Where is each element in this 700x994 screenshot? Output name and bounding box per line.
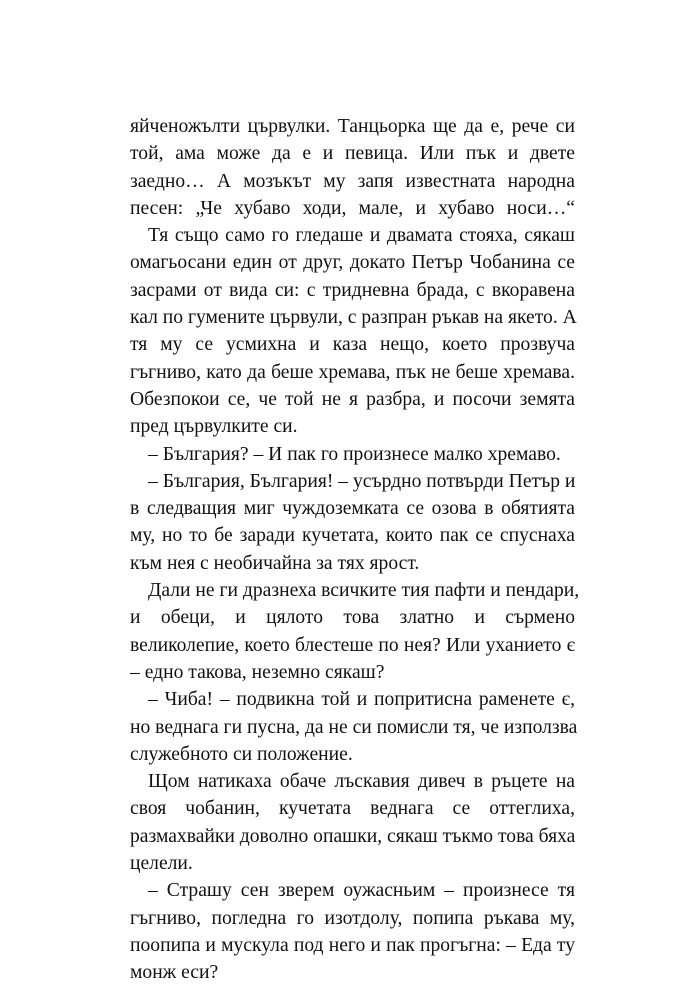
text-line: – България, България! – усърдно потвърди Петър и	[148, 470, 576, 492]
text-line: целели.	[130, 853, 193, 875]
text-line: гъгниво, погледна го изотдолу, попипа ръкава му,	[130, 907, 575, 929]
text-line: в следващия миг чуждоземката се озова в обятията	[130, 498, 575, 520]
text-line: той, ама може да е и певица. Или пък и двете	[130, 143, 575, 165]
text-line: своя чобанин, кучетата веднага се оттеглиха,	[130, 798, 575, 820]
text-line: пред цървулките си.	[130, 416, 298, 438]
text-line: му, но то бе заради кучетата, които пак се спуснаха	[130, 525, 575, 547]
text-line: но веднага ги пусна, да не си помисли тя, че използва	[130, 716, 578, 738]
text-line: поопипа и мускула под него и пак прогъгна: – Еда ту	[130, 934, 575, 956]
text-line: монж еси?	[130, 962, 219, 984]
text-line: великолепие, което блестеше по нея? Или уханието є	[130, 634, 575, 656]
text-line: и обеци, и цялото това златно и сърмено	[130, 607, 575, 629]
text-line: Дали не ги дразнеха всичките тия пафти и пендари,	[148, 580, 580, 602]
text-line: – Чиба! – подвикна той и попритисна раменете є,	[148, 689, 575, 711]
text-line: Тя също само го гледаше и двамата стояха, сякаш	[148, 225, 575, 247]
text-line: служебното си положение.	[130, 743, 353, 765]
text-line: омагьосани един от друг, докато Петър Чобанина се	[130, 252, 575, 274]
text-line: засрами от вида си: с тридневна брада, с вкоравена	[130, 279, 575, 301]
text-line: към нея с необичайна за тях ярост.	[130, 552, 420, 574]
text-line: песен: „Че хубаво ходи, мале, и хубаво носи…“	[130, 197, 575, 219]
text-line: – Страшу сен зверем оужасньим – произнесе тя	[148, 880, 575, 902]
text-line: яйченожълти цървулки. Танцьорка ще да е, рече си	[130, 116, 575, 137]
text-line: гъгниво, като да беше хремава, пък не беше хремава.	[130, 361, 575, 383]
text-line: размахвайки доволно опашки, сякаш тъкмо това бяха	[130, 825, 576, 847]
text-line: Щом натикаха обаче лъскавия дивеч в ръцете на	[148, 771, 575, 793]
body-text	[130, 113, 580, 987]
text-line: заедно… А мозъкът му запя известната народна	[130, 170, 575, 192]
text-line: Обезпокои се, че той не я разбра, и посочи земята	[130, 388, 575, 410]
text-line: – едно такова, неземно сякаш?	[130, 661, 385, 683]
text-line: тя му се усмихна и каза нещо, което прозвуча	[130, 334, 575, 356]
text-line: кал по гумените цървули, с разпран ръкав на якето. А	[130, 307, 577, 329]
text-line: – България? – И пак го произнесе малко хремаво.	[148, 443, 561, 465]
